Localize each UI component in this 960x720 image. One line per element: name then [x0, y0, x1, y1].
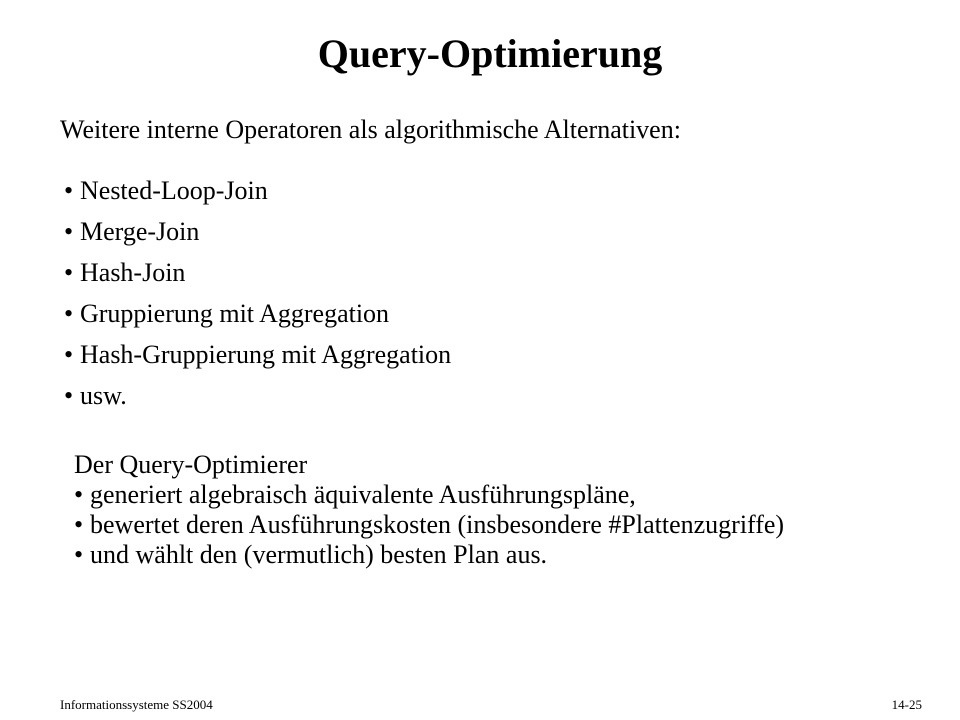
list-item: [64, 170, 451, 211]
operator-label: Merge-Join: [80, 217, 200, 246]
bullet-icon: •: [64, 258, 74, 287]
optimizer-point: und wählt den (vermutlich) besten Plan aus.: [90, 540, 548, 569]
list-item: [64, 252, 451, 293]
list-item: [64, 293, 451, 334]
list-item: [74, 510, 784, 540]
bullet-icon: •: [64, 176, 74, 205]
footer-course: Informationssysteme SS2004: [60, 697, 213, 712]
list-item: [64, 334, 451, 375]
optimizer-heading: Der Query-Optimierer: [74, 450, 308, 479]
list-item: [64, 211, 451, 252]
optimizer-list: [74, 480, 784, 570]
list-item: [64, 375, 451, 416]
slide-title: Query-Optimierung: [317, 31, 663, 76]
operator-label: Hash-Join: [80, 258, 186, 287]
optimizer-point: bewertet deren Ausführungskosten (insbesondere #Plattenzugriffe): [90, 510, 785, 539]
optimizer-section: [74, 450, 784, 570]
operator-list: [64, 170, 451, 416]
list-item: [74, 540, 784, 570]
operator-label: Hash-Gruppierung mit Aggregation: [80, 340, 452, 369]
intro-text: Weitere interne Operatoren als algorithmische Alternativen:: [60, 115, 681, 144]
bullet-icon: •: [64, 299, 74, 328]
operator-label: Nested-Loop-Join: [80, 176, 268, 205]
bullet-icon: •: [64, 381, 74, 410]
bullet-icon: •: [64, 340, 74, 369]
footer-page-number: 14-25: [891, 697, 922, 712]
bullet-icon: •: [74, 480, 84, 509]
operator-label: Gruppierung mit Aggregation: [80, 299, 390, 328]
list-item: [74, 480, 784, 510]
operator-label: usw.: [80, 381, 127, 410]
optimizer-point: generiert algebraisch äquivalente Ausführungspläne,: [90, 480, 636, 509]
bullet-icon: •: [74, 510, 84, 539]
bullet-icon: •: [64, 217, 74, 246]
bullet-icon: •: [74, 540, 84, 569]
